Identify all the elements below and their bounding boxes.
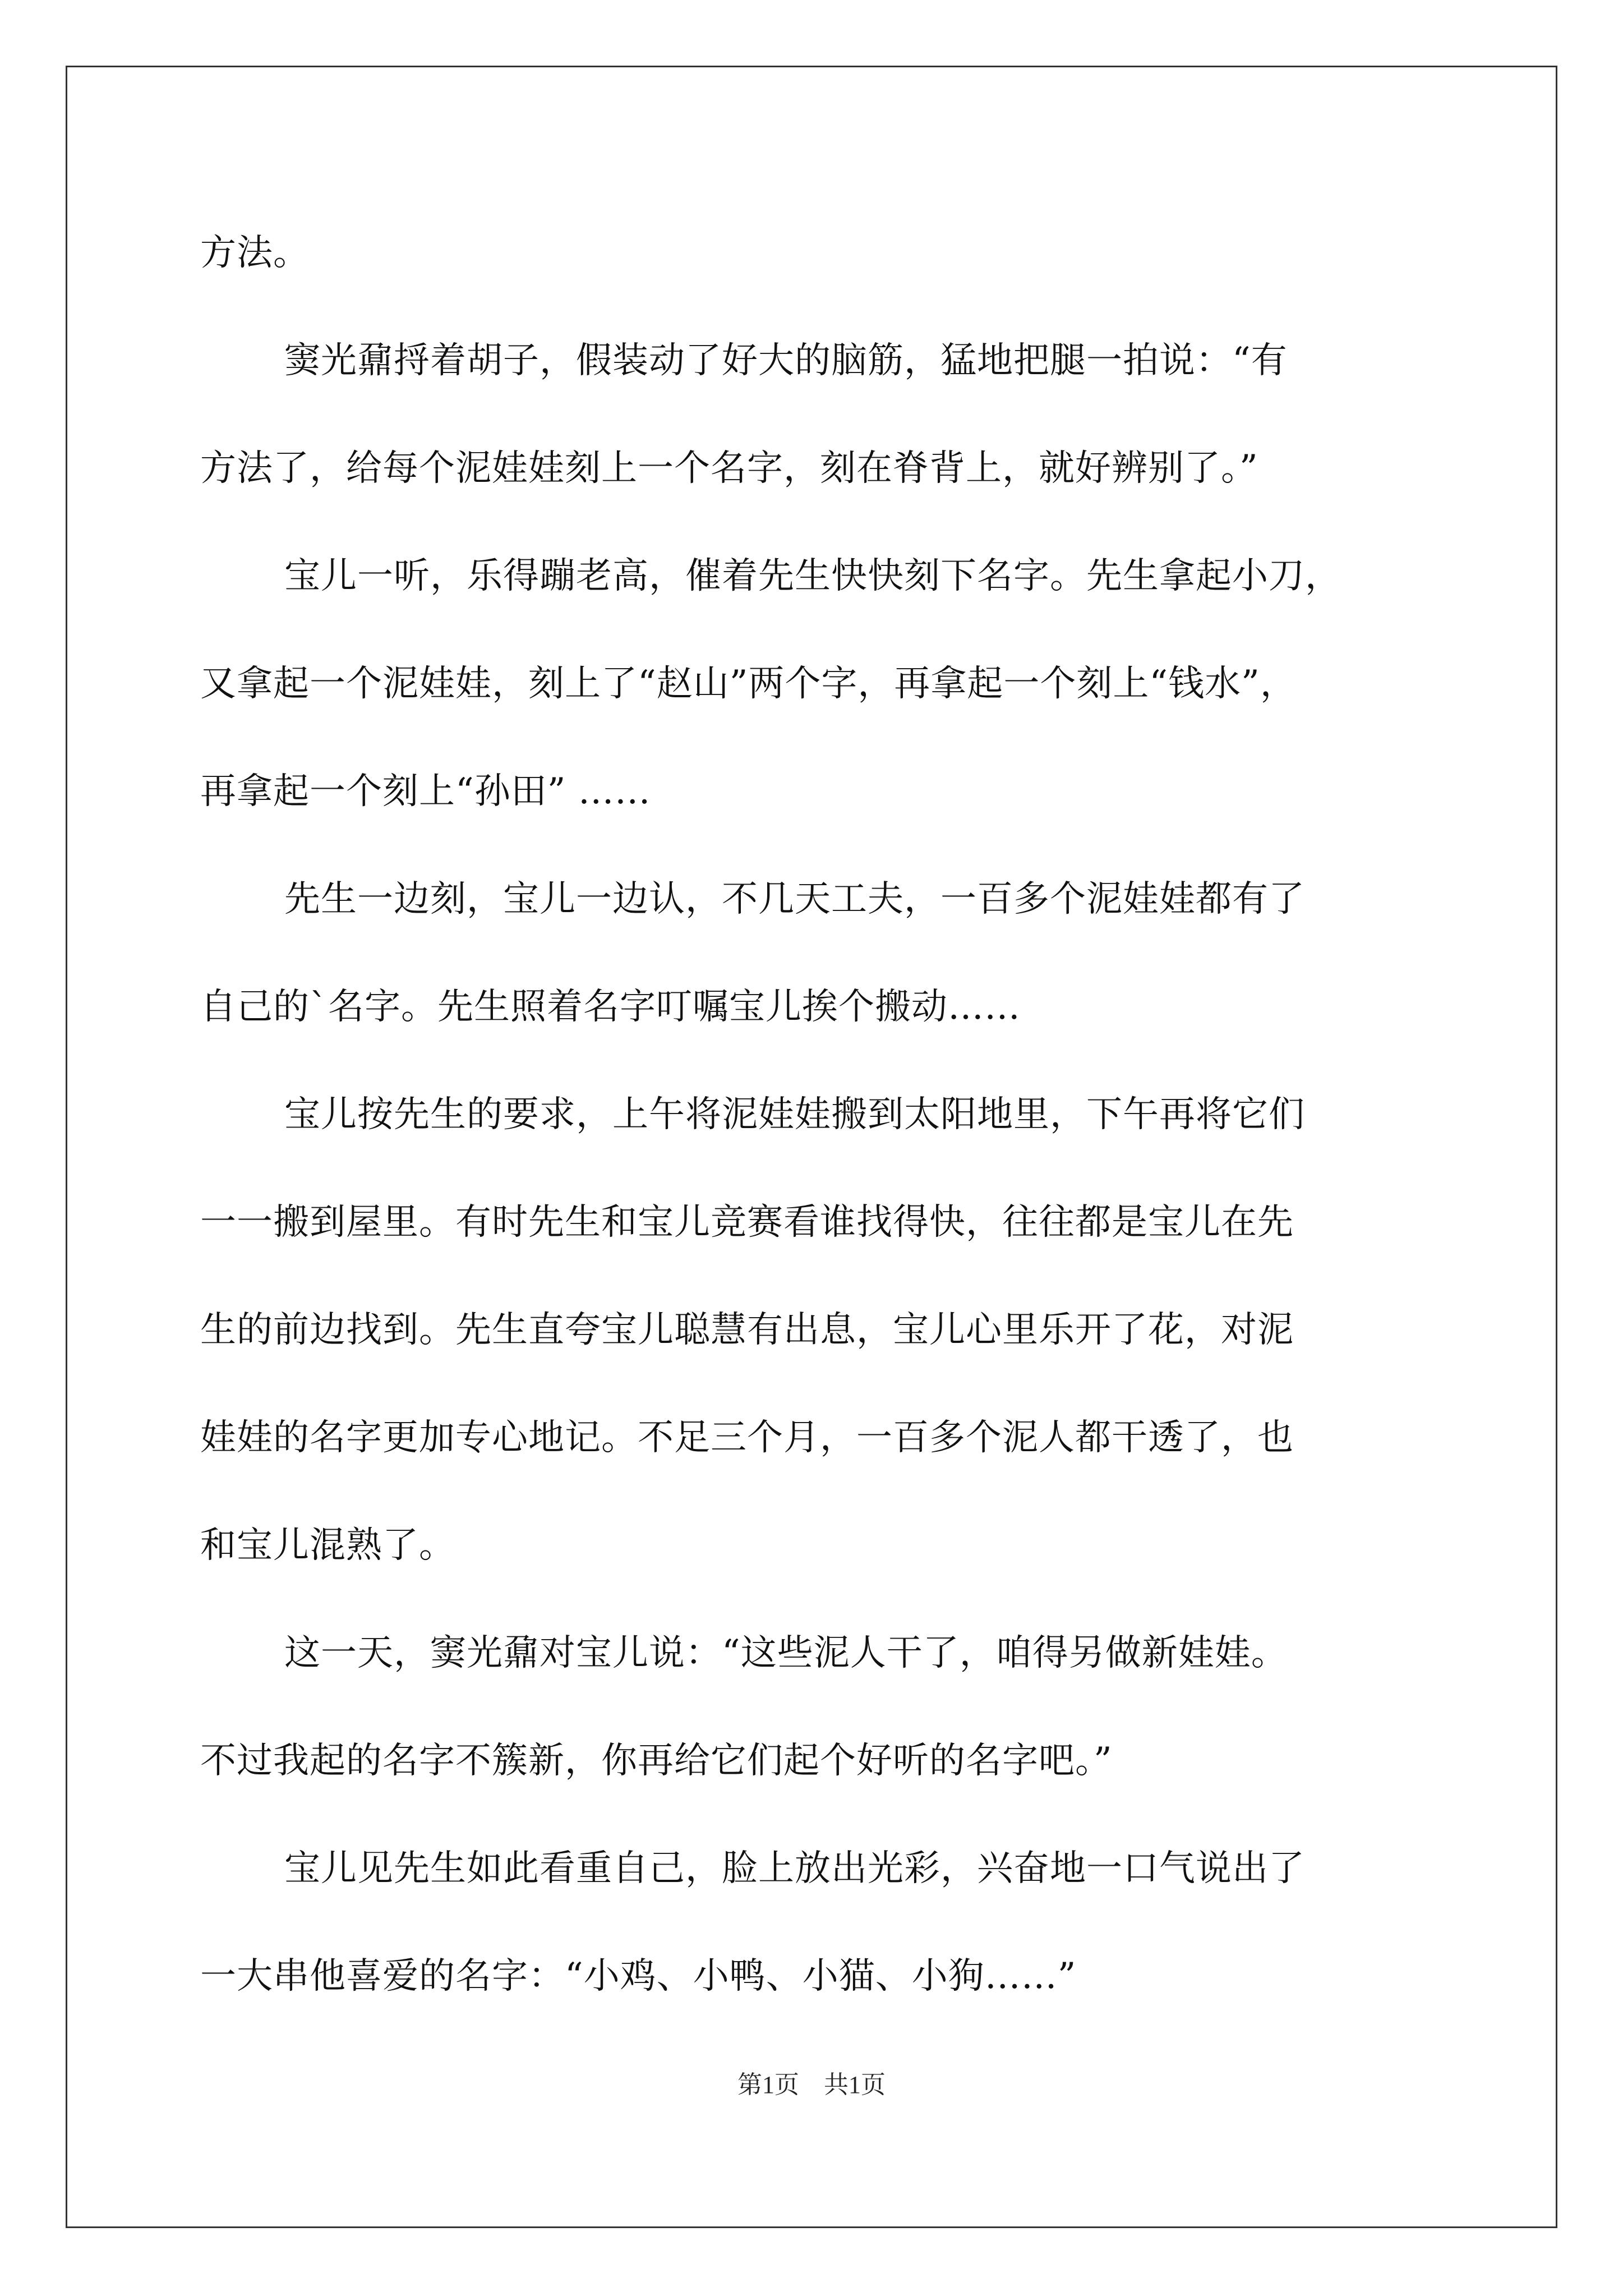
text-line: 生的前边找到。先生直夸宝儿聪慧有出息，宝儿心里乐开了花，对泥 — [200, 1309, 1294, 1351]
text-line: 宝儿按先生的要求，上午将泥娃娃搬到太阳地里，下午再将它们 — [284, 1094, 1305, 1135]
page-number-footer: 第1页 共1页 — [737, 2071, 886, 2099]
text-line: 不过我起的名字不簇新，你再给它们起个好听的名字吧。” — [200, 1740, 1113, 1782]
text-line: 一大串他喜爱的名字：“小鸡、小鸭、小猫、小狗……” — [200, 1955, 1077, 1997]
text-line: 这一天，窦光鼐对宝儿说：“这些泥人干了，咱得另做新娃娃。 — [284, 1632, 1288, 1674]
text-line: 和宝儿混熟了。 — [200, 1525, 455, 1566]
text-line: 宝儿一听，乐得蹦老高，催着先生快快刻下名字。先生拿起小刀， — [284, 555, 1341, 597]
text-line: 宝儿见先生如此看重自己，脸上放出光彩，兴奋地一口气说出了 — [284, 1848, 1305, 1889]
text-line: 方法了，给每个泥娃娃刻上一个名字，刻在脊背上，就好辨别了。” — [200, 448, 1258, 489]
text-line: 再拿起一个刻上“孙田” …… — [200, 771, 651, 812]
text-line: 娃娃的名字更加专心地记。不足三个月，一百多个泥人都干透了，也 — [200, 1417, 1294, 1458]
document-body — [200, 199, 1462, 2030]
text-line: 自己的`名字。先生照着名字叮嘱宝儿挨个搬动…… — [200, 986, 1021, 1028]
text-line: 先生一边刻，宝儿一边认，不几天工夫，一百多个泥娃娃都有了 — [284, 878, 1305, 920]
text-line: 窦光鼐捋着胡子，假装动了好大的脑筋，猛地把腿一拍说：“有 — [284, 340, 1288, 381]
text-line: 又拿起一个泥娃娃，刻上了“赵山”两个字，再拿起一个刻上“钱水”， — [200, 663, 1297, 705]
text-line: 一一搬到屋里。有时先生和宝儿竞赛看谁找得快，往往都是宝儿在先 — [200, 1202, 1294, 1243]
text-line: 方法。 — [200, 232, 310, 274]
